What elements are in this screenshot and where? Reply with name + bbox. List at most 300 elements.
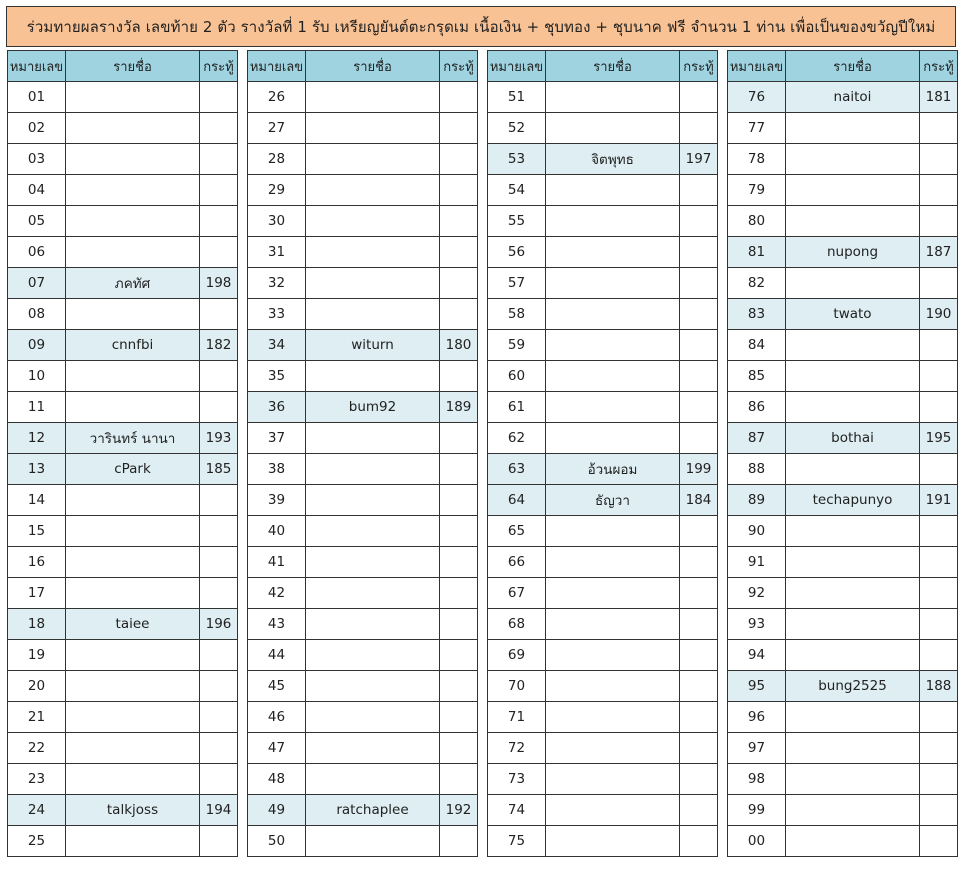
- row-name: [66, 516, 200, 547]
- row-name: [786, 702, 920, 733]
- row-name: cPark: [66, 454, 200, 485]
- row-name: [786, 361, 920, 392]
- row-name: bothai: [786, 423, 920, 454]
- row-name: [546, 113, 680, 144]
- row-name: [786, 268, 920, 299]
- row-number: 17: [8, 578, 66, 609]
- row-points: [680, 516, 718, 547]
- row-points: [920, 640, 958, 671]
- table-row: [488, 671, 718, 702]
- table-row: [728, 609, 958, 640]
- table-row: [728, 144, 958, 175]
- row-name: [546, 795, 680, 826]
- table-row: [248, 702, 478, 733]
- table-row: [488, 423, 718, 454]
- table-header-row: [488, 51, 718, 82]
- table-row: [248, 268, 478, 299]
- table-row: [8, 82, 238, 113]
- row-number: 91: [728, 547, 786, 578]
- row-number: 88: [728, 454, 786, 485]
- number-table-3: [487, 50, 718, 857]
- row-name: [306, 485, 440, 516]
- table-row: [8, 764, 238, 795]
- row-number: 36: [248, 392, 306, 423]
- table-header-row: [728, 51, 958, 82]
- header-points: กระทู้: [440, 51, 478, 82]
- table-row: [728, 578, 958, 609]
- row-number: 27: [248, 113, 306, 144]
- row-name: [786, 330, 920, 361]
- row-number: 23: [8, 764, 66, 795]
- row-name: [306, 82, 440, 113]
- table-row: [488, 733, 718, 764]
- table-row: [728, 237, 958, 268]
- row-points: [440, 454, 478, 485]
- row-number: 77: [728, 113, 786, 144]
- row-points: [200, 299, 238, 330]
- row-number: 24: [8, 795, 66, 826]
- table-row: [248, 82, 478, 113]
- row-name: [66, 361, 200, 392]
- row-points: [440, 764, 478, 795]
- row-points: [440, 299, 478, 330]
- table-row: [728, 361, 958, 392]
- table-row: [488, 454, 718, 485]
- header-points: กระทู้: [920, 51, 958, 82]
- table-row: [488, 578, 718, 609]
- row-number: 63: [488, 454, 546, 485]
- row-name: [306, 764, 440, 795]
- row-name: [786, 113, 920, 144]
- row-points: [920, 206, 958, 237]
- table-row: [248, 578, 478, 609]
- row-number: 20: [8, 671, 66, 702]
- table-row: [8, 299, 238, 330]
- row-name: [786, 764, 920, 795]
- row-points: [680, 299, 718, 330]
- table-row: [488, 826, 718, 857]
- row-name: [306, 702, 440, 733]
- table-row: [728, 175, 958, 206]
- row-name: [66, 237, 200, 268]
- row-name: [306, 640, 440, 671]
- row-name: [786, 609, 920, 640]
- row-points: 190: [920, 299, 958, 330]
- row-name: [786, 516, 920, 547]
- row-name: [66, 733, 200, 764]
- table-row: [248, 733, 478, 764]
- row-name: [546, 299, 680, 330]
- row-name: [306, 175, 440, 206]
- row-name: [786, 144, 920, 175]
- row-number: 62: [488, 423, 546, 454]
- row-points: [440, 640, 478, 671]
- row-points: 193: [200, 423, 238, 454]
- row-number: 33: [248, 299, 306, 330]
- table-row: [488, 330, 718, 361]
- row-points: [680, 826, 718, 857]
- row-name: [546, 423, 680, 454]
- table-row: [248, 361, 478, 392]
- row-name: [546, 330, 680, 361]
- table-row: [8, 175, 238, 206]
- row-name: [66, 206, 200, 237]
- table-row: [248, 764, 478, 795]
- row-number: 85: [728, 361, 786, 392]
- row-points: 184: [680, 485, 718, 516]
- row-points: [920, 392, 958, 423]
- table-row: [8, 640, 238, 671]
- header-name: รายชื่อ: [786, 51, 920, 82]
- table-row: [8, 392, 238, 423]
- row-name: [306, 547, 440, 578]
- table-row: [488, 764, 718, 795]
- table-row: [248, 113, 478, 144]
- row-points: [920, 547, 958, 578]
- row-points: [920, 113, 958, 144]
- number-table-1: [7, 50, 238, 857]
- table-row: [728, 299, 958, 330]
- row-points: [680, 113, 718, 144]
- row-name: nupong: [786, 237, 920, 268]
- table-row: [488, 268, 718, 299]
- table-row: [488, 485, 718, 516]
- row-name: [66, 640, 200, 671]
- row-points: [440, 237, 478, 268]
- row-points: 198: [200, 268, 238, 299]
- row-name: [546, 547, 680, 578]
- table-row: [728, 330, 958, 361]
- table-row: [248, 485, 478, 516]
- table-row: [8, 702, 238, 733]
- row-points: [200, 175, 238, 206]
- row-number: 60: [488, 361, 546, 392]
- row-number: 94: [728, 640, 786, 671]
- row-points: [680, 206, 718, 237]
- table-row: [728, 671, 958, 702]
- table-row: [8, 485, 238, 516]
- row-number: 99: [728, 795, 786, 826]
- row-number: 52: [488, 113, 546, 144]
- row-number: 18: [8, 609, 66, 640]
- row-points: [680, 578, 718, 609]
- table-row: [728, 795, 958, 826]
- row-points: [920, 609, 958, 640]
- table-row: [488, 144, 718, 175]
- row-points: [920, 361, 958, 392]
- table-row: [488, 547, 718, 578]
- row-number: 55: [488, 206, 546, 237]
- header-number: หมายเลข: [248, 51, 306, 82]
- row-name: twato: [786, 299, 920, 330]
- row-name: [66, 485, 200, 516]
- table-row: [488, 82, 718, 113]
- row-name: ภคทัศ: [66, 268, 200, 299]
- row-name: [306, 299, 440, 330]
- row-points: [680, 795, 718, 826]
- row-number: 44: [248, 640, 306, 671]
- row-number: 48: [248, 764, 306, 795]
- row-name: [546, 609, 680, 640]
- row-name: [546, 392, 680, 423]
- row-number: 87: [728, 423, 786, 454]
- table-row: [8, 795, 238, 826]
- row-name: [786, 826, 920, 857]
- row-number: 08: [8, 299, 66, 330]
- header-number: หมายเลข: [488, 51, 546, 82]
- row-number: 83: [728, 299, 786, 330]
- row-points: [440, 268, 478, 299]
- row-number: 16: [8, 547, 66, 578]
- table-row: [8, 330, 238, 361]
- row-points: [200, 485, 238, 516]
- row-points: [440, 206, 478, 237]
- row-points: 180: [440, 330, 478, 361]
- row-name: [546, 361, 680, 392]
- row-points: [200, 113, 238, 144]
- row-points: [200, 826, 238, 857]
- row-points: [200, 206, 238, 237]
- row-points: [920, 702, 958, 733]
- row-number: 78: [728, 144, 786, 175]
- header-number: หมายเลข: [8, 51, 66, 82]
- row-name: [546, 237, 680, 268]
- header-name: รายชื่อ: [66, 51, 200, 82]
- row-points: 182: [200, 330, 238, 361]
- row-name: [786, 795, 920, 826]
- table-row: [248, 547, 478, 578]
- row-name: [66, 547, 200, 578]
- row-points: [200, 702, 238, 733]
- table-row: [488, 516, 718, 547]
- row-number: 66: [488, 547, 546, 578]
- row-number: 35: [248, 361, 306, 392]
- row-name: [786, 175, 920, 206]
- row-number: 28: [248, 144, 306, 175]
- table-row: [8, 578, 238, 609]
- row-points: [680, 671, 718, 702]
- row-name: [546, 516, 680, 547]
- table-row: [8, 454, 238, 485]
- row-points: [200, 640, 238, 671]
- row-points: [680, 361, 718, 392]
- row-number: 41: [248, 547, 306, 578]
- row-number: 90: [728, 516, 786, 547]
- table-row: [8, 671, 238, 702]
- table-row: [248, 609, 478, 640]
- table-row: [248, 671, 478, 702]
- row-points: 196: [200, 609, 238, 640]
- row-number: 13: [8, 454, 66, 485]
- row-number: 40: [248, 516, 306, 547]
- row-number: 29: [248, 175, 306, 206]
- table-row: [248, 237, 478, 268]
- table-row: [488, 702, 718, 733]
- row-number: 42: [248, 578, 306, 609]
- row-points: [440, 578, 478, 609]
- table-row: [728, 113, 958, 144]
- row-name: [306, 733, 440, 764]
- table-row: [488, 609, 718, 640]
- row-name: [546, 826, 680, 857]
- table-header-row: [8, 51, 238, 82]
- row-number: 07: [8, 268, 66, 299]
- table-row: [488, 640, 718, 671]
- row-points: [680, 175, 718, 206]
- table-row: [728, 826, 958, 857]
- row-points: [680, 423, 718, 454]
- row-points: [200, 671, 238, 702]
- row-number: 32: [248, 268, 306, 299]
- row-number: 84: [728, 330, 786, 361]
- row-name: bum92: [306, 392, 440, 423]
- row-name: [546, 640, 680, 671]
- table-row: [488, 206, 718, 237]
- table-row: [8, 144, 238, 175]
- row-points: 185: [200, 454, 238, 485]
- table-row: [728, 454, 958, 485]
- row-name: [306, 361, 440, 392]
- row-points: [200, 578, 238, 609]
- row-number: 57: [488, 268, 546, 299]
- row-points: 191: [920, 485, 958, 516]
- row-points: [680, 764, 718, 795]
- row-number: 54: [488, 175, 546, 206]
- row-name: [66, 392, 200, 423]
- row-number: 01: [8, 82, 66, 113]
- row-name: วารินทร์ นานา: [66, 423, 200, 454]
- table-row: [248, 144, 478, 175]
- row-points: [200, 547, 238, 578]
- row-number: 45: [248, 671, 306, 702]
- row-number: 69: [488, 640, 546, 671]
- table-row: [8, 516, 238, 547]
- row-points: 197: [680, 144, 718, 175]
- table-row: [248, 795, 478, 826]
- row-name: talkjoss: [66, 795, 200, 826]
- row-points: [920, 578, 958, 609]
- table-row: [248, 330, 478, 361]
- row-name: [66, 82, 200, 113]
- table-row: [488, 299, 718, 330]
- row-name: [546, 702, 680, 733]
- table-row: [728, 268, 958, 299]
- table-row: [488, 113, 718, 144]
- row-number: 92: [728, 578, 786, 609]
- row-number: 89: [728, 485, 786, 516]
- row-points: [440, 671, 478, 702]
- row-points: 188: [920, 671, 958, 702]
- row-name: [546, 671, 680, 702]
- row-points: [440, 361, 478, 392]
- row-name: [306, 113, 440, 144]
- table-header-row: [248, 51, 478, 82]
- row-name: techapunyo: [786, 485, 920, 516]
- table-row: [248, 454, 478, 485]
- row-points: [920, 516, 958, 547]
- row-name: [546, 82, 680, 113]
- row-number: 58: [488, 299, 546, 330]
- row-number: 96: [728, 702, 786, 733]
- row-points: 189: [440, 392, 478, 423]
- table-row: [8, 826, 238, 857]
- row-name: [66, 578, 200, 609]
- row-points: [920, 826, 958, 857]
- row-number: 80: [728, 206, 786, 237]
- row-points: [920, 733, 958, 764]
- row-name: [306, 671, 440, 702]
- row-number: 00: [728, 826, 786, 857]
- row-name: [786, 392, 920, 423]
- row-number: 65: [488, 516, 546, 547]
- table-row: [728, 392, 958, 423]
- row-number: 98: [728, 764, 786, 795]
- table-row: [248, 423, 478, 454]
- row-points: [680, 733, 718, 764]
- row-number: 50: [248, 826, 306, 857]
- row-number: 93: [728, 609, 786, 640]
- table-row: [488, 361, 718, 392]
- table-row: [8, 268, 238, 299]
- row-points: [440, 113, 478, 144]
- row-number: 56: [488, 237, 546, 268]
- row-name: [786, 547, 920, 578]
- row-points: [680, 547, 718, 578]
- table-row: [488, 392, 718, 423]
- row-points: 199: [680, 454, 718, 485]
- table-row: [248, 175, 478, 206]
- row-points: [200, 144, 238, 175]
- row-name: [66, 671, 200, 702]
- table-row: [728, 547, 958, 578]
- table-row: [728, 733, 958, 764]
- row-name: [546, 206, 680, 237]
- header-name: รายชื่อ: [306, 51, 440, 82]
- table-row: [248, 206, 478, 237]
- row-name: [786, 578, 920, 609]
- row-points: [680, 609, 718, 640]
- number-table-2: [247, 50, 478, 857]
- row-points: 195: [920, 423, 958, 454]
- table-row: [728, 423, 958, 454]
- row-number: 43: [248, 609, 306, 640]
- row-number: 19: [8, 640, 66, 671]
- table-row: [488, 175, 718, 206]
- row-points: [440, 82, 478, 113]
- row-name: [66, 175, 200, 206]
- row-number: 39: [248, 485, 306, 516]
- row-number: 14: [8, 485, 66, 516]
- row-number: 30: [248, 206, 306, 237]
- row-name: ratchaplee: [306, 795, 440, 826]
- row-name: [306, 268, 440, 299]
- header-points: กระทู้: [680, 51, 718, 82]
- row-name: [786, 454, 920, 485]
- row-name: [306, 454, 440, 485]
- row-points: [200, 392, 238, 423]
- row-number: 47: [248, 733, 306, 764]
- row-number: 03: [8, 144, 66, 175]
- row-number: 34: [248, 330, 306, 361]
- row-name: อ้วนผอม: [546, 454, 680, 485]
- table-row: [8, 237, 238, 268]
- row-points: 194: [200, 795, 238, 826]
- table-row: [8, 609, 238, 640]
- row-points: [920, 144, 958, 175]
- row-points: [440, 826, 478, 857]
- row-name: [786, 640, 920, 671]
- table-row: [728, 206, 958, 237]
